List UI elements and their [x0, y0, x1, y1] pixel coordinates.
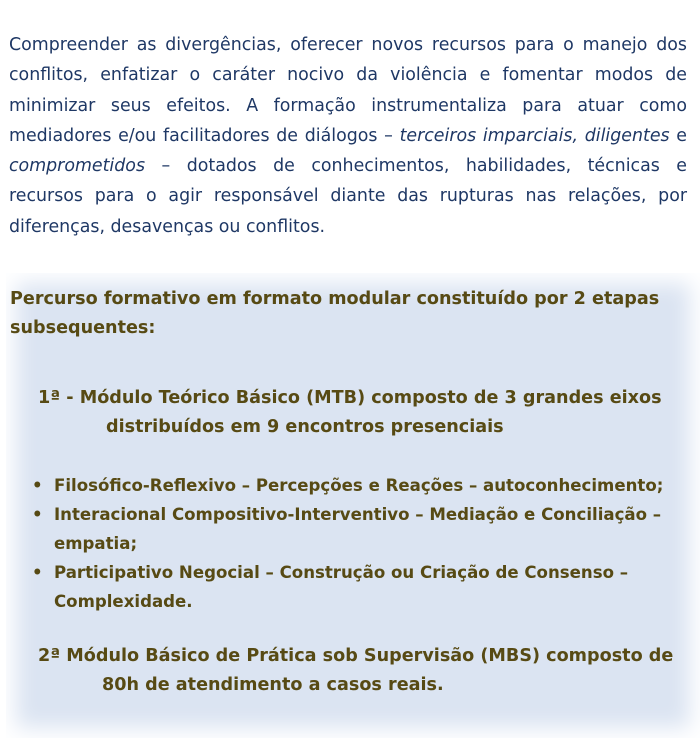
intro-italic-impartial: terceiros imparciais, diligentes	[399, 125, 670, 146]
bullet-icon: •	[32, 563, 43, 582]
list-item	[10, 500, 680, 558]
course-heading: Percurso formativo em formato modular constituído por 2 etapas subsequentes:	[10, 289, 660, 338]
intro-text-part-3: – dotados de conhecimentos, habilidades, técnicas e recursos para o agir responsável diante das rupturas nas relações, por diferenças, desavenças ou conflitos.	[9, 156, 687, 237]
bullet-icon: •	[32, 476, 43, 495]
axis-text: Interacional Compositivo-Interventivo – Mediação e Conciliação – empatia;	[54, 505, 662, 553]
axis-text: Filosófico-Reflexivo – Percepções e Reações – autoconhecimento;	[54, 476, 664, 495]
module-2-title: 2ª Módulo Básico de Prática sob Supervisão (MBS) composto de	[38, 646, 674, 666]
intro-paragraph	[9, 30, 687, 242]
list-item	[10, 558, 680, 616]
module-1-title: 1ª - Módulo Teórico Básico (MTB) composto de 3 grandes eixos	[38, 388, 662, 408]
intro-italic-committed: comprometidos	[9, 156, 146, 177]
intro-text-part-1: Compreender as divergências, oferecer novos recursos para o manejo dos conflitos, enfatizar o caráter nocivo da violência e fomentar modos de minimizar seus efeitos. A formação instrumentaliza para atuar como mediadores e/ou facilitadores de diálogos –	[9, 35, 687, 146]
module-1	[38, 384, 678, 442]
module-2	[38, 642, 678, 700]
axis-text: Participativo Negocial – Construção ou Criação de Consenso – Complexidade.	[54, 563, 629, 611]
axes-list	[10, 471, 680, 616]
list-item	[10, 471, 680, 500]
module-1-detail: distribuídos em 9 encontros presenciais	[106, 417, 504, 437]
module-2-detail: 80h de atendimento a casos reais.	[102, 675, 444, 695]
bullet-icon: •	[32, 505, 43, 524]
intro-text-part-2: e	[669, 125, 687, 146]
